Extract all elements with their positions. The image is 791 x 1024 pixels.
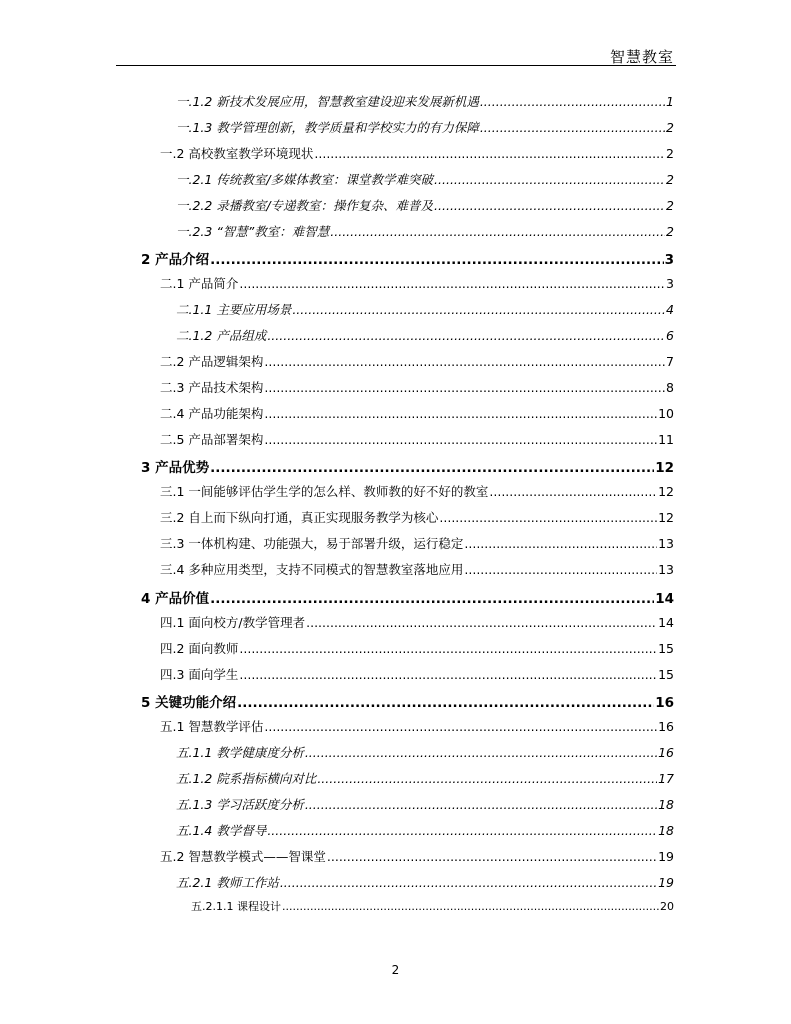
- toc-entry-title: 四.2 面向教师: [160, 641, 239, 656]
- toc-entry-title: 二.2 产品逻辑架构: [160, 354, 264, 369]
- toc-entry-title: 二.1.2 产品组成: [176, 328, 267, 343]
- toc-entry-page: 16: [658, 719, 674, 734]
- toc-entry-title: 四.1 面向校方/教学管理者: [160, 615, 306, 630]
- toc-entry[interactable]: [160, 508, 674, 526]
- toc-entry-title: 二.1 产品简介: [160, 276, 239, 291]
- toc-entry[interactable]: [176, 821, 674, 839]
- toc-entry-page: 20: [660, 900, 674, 913]
- page-number: 2: [391, 963, 400, 977]
- toc-entry-page: 3: [666, 276, 674, 291]
- toc-leader-dots: [464, 536, 657, 551]
- toc-leader-dots: [237, 695, 654, 711]
- toc-leader-dots: [306, 615, 657, 630]
- toc-entry[interactable]: [141, 587, 674, 607]
- toc-entry-title: 一.2.2 录播教室/专递教室：操作复杂、难普及: [176, 198, 434, 213]
- toc-entry-page: 16: [655, 695, 674, 711]
- toc-entry-title: 四.3 面向学生: [160, 667, 239, 682]
- toc-entry-page: 18: [658, 797, 674, 812]
- toc-leader-dots: [264, 719, 657, 734]
- toc-entry[interactable]: [160, 717, 674, 735]
- toc-entry-page: 19: [658, 875, 674, 890]
- toc-entry-page: 12: [658, 484, 674, 499]
- toc-entry-page: 3: [664, 252, 674, 268]
- toc-entry-page: 2: [666, 146, 674, 161]
- toc-leader-dots: [264, 406, 657, 421]
- toc-entry-page: 11: [658, 432, 674, 447]
- toc-leader-dots: [280, 875, 657, 890]
- toc-leader-dots: [464, 562, 657, 577]
- toc-entry[interactable]: [176, 795, 674, 813]
- toc-entry-title: 4 产品价值: [141, 591, 210, 607]
- toc-entry[interactable]: [160, 665, 674, 683]
- toc-entry-page: 15: [658, 641, 674, 656]
- toc-entry-title: 一.2.1 传统教室/多媒体教室：课堂教学难突破: [176, 172, 434, 187]
- toc-entry-title: 二.5 产品部署架构: [160, 432, 264, 447]
- toc-entry[interactable]: [176, 743, 674, 761]
- toc-entry-title: 3 产品优势: [141, 460, 210, 476]
- toc-entry[interactable]: [176, 326, 674, 344]
- toc-entry-page: 10: [658, 406, 674, 421]
- toc-entry[interactable]: [176, 873, 674, 891]
- toc-entry-title: 2 产品介绍: [141, 252, 210, 268]
- toc-entry-title: 五.1 智慧教学评估: [160, 719, 264, 734]
- toc-entry[interactable]: [160, 144, 674, 162]
- header-rule: [116, 65, 676, 66]
- toc-entry-page: 2: [666, 224, 674, 239]
- toc-leader-dots: [439, 510, 657, 525]
- toc-entry[interactable]: [160, 352, 674, 370]
- toc-entry-page: 16: [658, 745, 674, 760]
- toc-entry[interactable]: [160, 560, 674, 578]
- toc-entry-page: 13: [658, 562, 674, 577]
- toc-entry-page: 4: [666, 302, 674, 317]
- toc-entry-page: 12: [655, 460, 674, 476]
- toc-leader-dots: [330, 224, 665, 239]
- toc-entry-page: 6: [666, 328, 674, 343]
- toc-entry-title: 五.1.4 教学督导: [176, 823, 267, 838]
- toc-entry[interactable]: [160, 274, 674, 292]
- toc-entry[interactable]: [176, 196, 674, 214]
- toc-entry-title: 五.2 智慧教学模式——智课堂: [160, 849, 326, 864]
- toc-entry[interactable]: [141, 248, 674, 268]
- toc-leader-dots: [305, 797, 657, 812]
- header-title: 智慧教室: [609, 48, 674, 66]
- toc-entry[interactable]: [176, 118, 674, 136]
- toc-leader-dots: [317, 771, 657, 786]
- toc-entry[interactable]: [176, 170, 674, 188]
- toc-entry-page: 12: [658, 510, 674, 525]
- toc-entry[interactable]: [160, 404, 674, 422]
- toc-leader-dots: [210, 252, 664, 268]
- toc-entry-title: 三.1 一间能够评估学生学的怎么样、教师教的好不好的教室: [160, 484, 489, 499]
- toc-entry-title: 三.2 自上而下纵向打通，真正实现服务教学为核心: [160, 510, 439, 525]
- toc-leader-dots: [480, 120, 665, 135]
- toc-leader-dots: [489, 484, 657, 499]
- toc-leader-dots: [434, 198, 665, 213]
- toc-leader-dots: [264, 380, 665, 395]
- toc-leader-dots: [264, 432, 657, 447]
- toc-entry-page: 1: [666, 94, 674, 109]
- toc-entry[interactable]: [141, 456, 674, 476]
- toc-entry-page: 2: [666, 172, 674, 187]
- toc-entry-title: 一.1.2 新技术发展应用，智慧教室建设迎来发展新机遇: [176, 94, 479, 109]
- toc-leader-dots: [267, 823, 657, 838]
- toc-entry-title: 五.2.1.1 课程设计: [191, 900, 281, 913]
- toc-leader-dots: [264, 354, 665, 369]
- toc-leader-dots: [305, 745, 657, 760]
- toc-entry-title: 一.1.3 教学管理创新，教学质量和学校实力的有力保障: [176, 120, 479, 135]
- toc-leader-dots: [239, 641, 657, 656]
- toc-entry-page: 8: [666, 380, 674, 395]
- toc-entry[interactable]: [160, 430, 674, 448]
- toc-entry-title: 一.2 高校教室教学环境现状: [160, 146, 314, 161]
- toc-leader-dots: [480, 94, 665, 109]
- toc-leader-dots: [314, 146, 665, 161]
- toc-entry[interactable]: [160, 378, 674, 396]
- toc-entry-title: 五.2.1 教师工作站: [176, 875, 279, 890]
- toc-entry-title: 5 关键功能介绍: [141, 695, 237, 711]
- toc-leader-dots: [239, 667, 657, 682]
- toc-entry-page: 14: [658, 615, 674, 630]
- toc-leader-dots: [239, 276, 665, 291]
- toc-entry-page: 15: [658, 667, 674, 682]
- toc-entry[interactable]: [160, 613, 674, 631]
- toc-leader-dots: [210, 460, 654, 476]
- toc-entry-title: 二.1.1 主要应用场景: [176, 302, 292, 317]
- toc-entry-title: 三.3 一体机构建、功能强大，易于部署升级，运行稳定: [160, 536, 464, 551]
- toc-entry[interactable]: [176, 769, 674, 787]
- toc-entry-page: 18: [658, 823, 674, 838]
- toc-leader-dots: [210, 591, 654, 607]
- toc-entry[interactable]: [141, 691, 674, 711]
- toc-entry-page: 13: [658, 536, 674, 551]
- toc-entry-page: 7: [666, 354, 674, 369]
- toc-entry[interactable]: [160, 639, 674, 657]
- toc-leader-dots: [327, 849, 657, 864]
- toc-entry-title: 二.4 产品功能架构: [160, 406, 264, 421]
- toc-leader-dots: [282, 900, 659, 913]
- toc-entry-page: 19: [658, 849, 674, 864]
- toc-entry[interactable]: [160, 847, 674, 865]
- toc-entry-title: 三.4 多种应用类型，支持不同模式的智慧教室落地应用: [160, 562, 464, 577]
- toc-entry-title: 五.1.1 教学健康度分析: [176, 745, 304, 760]
- toc-entry[interactable]: [176, 222, 674, 240]
- toc-entry-title: 一.2.3 “智慧”教室：难智慧: [176, 224, 330, 239]
- toc-entry[interactable]: [176, 92, 674, 110]
- toc-entry-title: 五.1.3 学习活跃度分析: [176, 797, 304, 812]
- toc-entry[interactable]: [160, 534, 674, 552]
- toc-entry-title: 二.3 产品技术架构: [160, 380, 264, 395]
- toc-leader-dots: [434, 172, 665, 187]
- toc-entry-title: 五.1.2 院系指标横向对比: [176, 771, 317, 786]
- toc-entry-page: 14: [655, 591, 674, 607]
- toc-entry[interactable]: [160, 482, 674, 500]
- toc-entry-page: 2: [666, 120, 674, 135]
- toc-entry[interactable]: [176, 300, 674, 318]
- toc-leader-dots: [267, 328, 665, 343]
- toc-leader-dots: [292, 302, 665, 317]
- toc-entry[interactable]: [191, 898, 674, 914]
- toc-entry-page: 2: [666, 198, 674, 213]
- toc-entry-page: 17: [658, 771, 674, 786]
